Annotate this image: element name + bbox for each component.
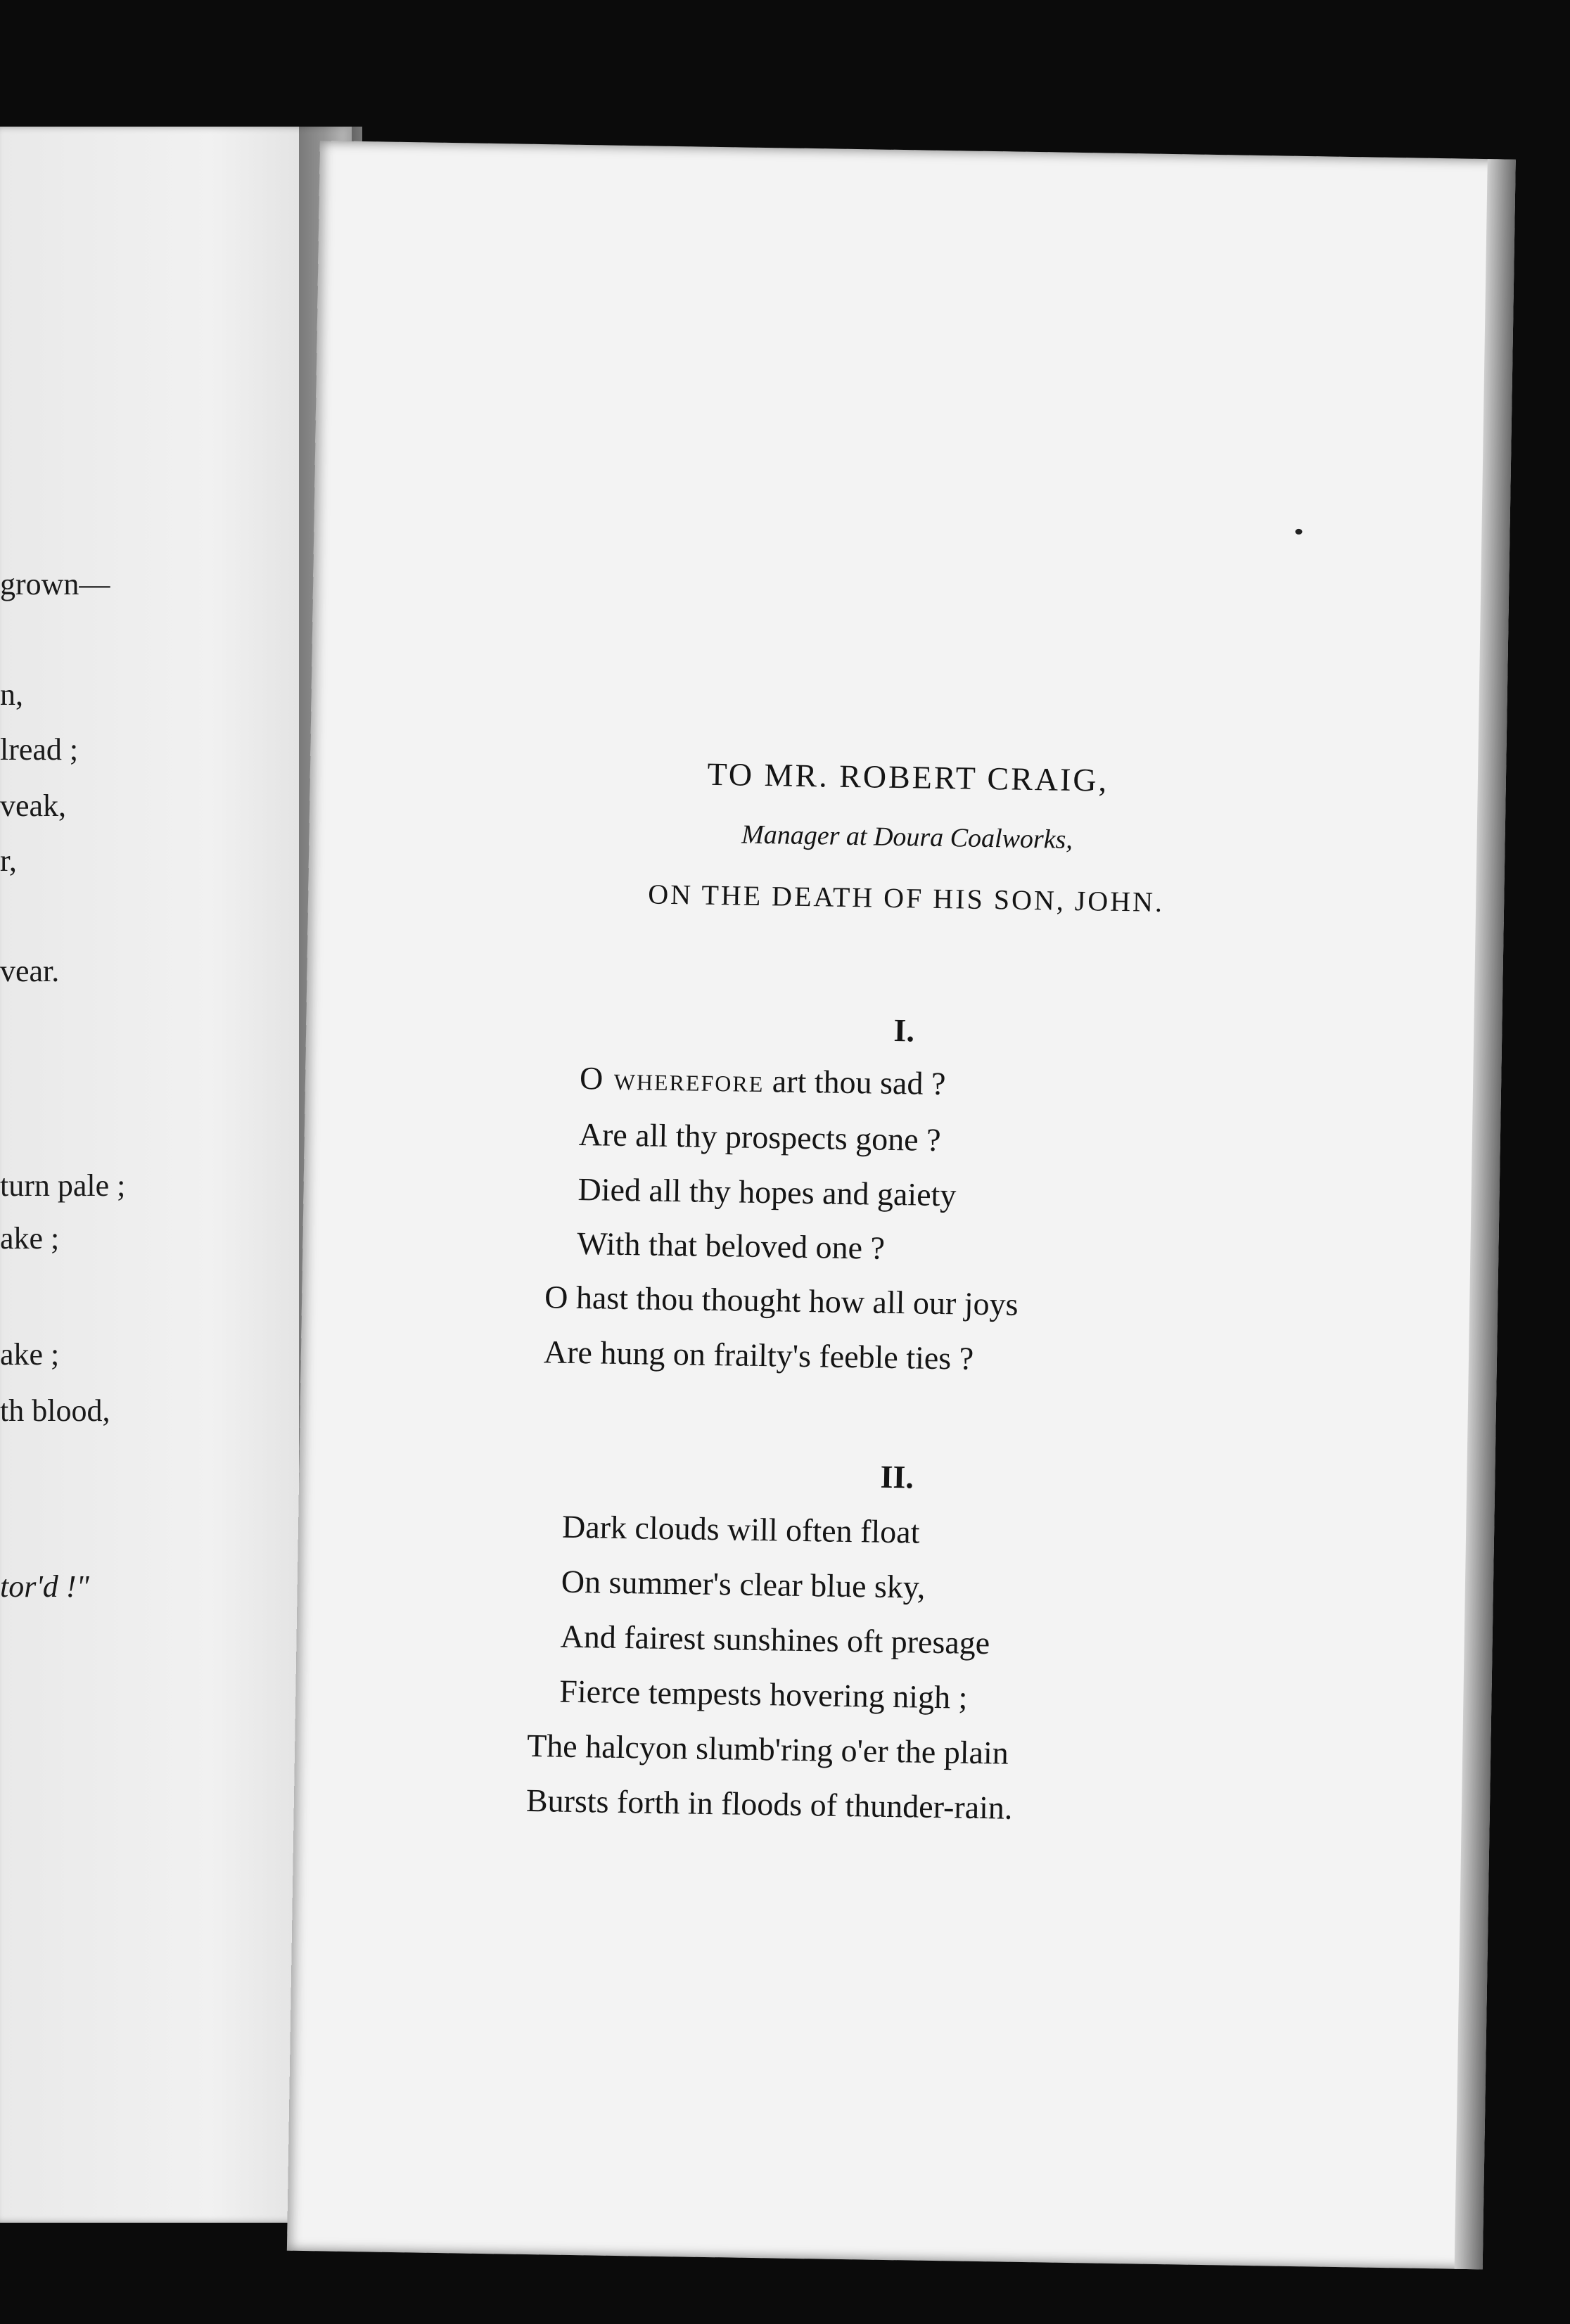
- verse-line: With that beloved one ?: [577, 1225, 886, 1266]
- left-line: r,: [0, 843, 17, 878]
- ink-speck: [1295, 529, 1302, 535]
- verse-line-rest: art thou sad ?: [763, 1063, 946, 1102]
- left-line: turn pale ;: [0, 1168, 126, 1203]
- left-line: tor'd !": [0, 1569, 89, 1604]
- verse-first-word: O wherefore: [579, 1059, 765, 1099]
- left-line: lread ;: [0, 732, 79, 767]
- verse-line: And fairest sunshines oft presage: [560, 1618, 990, 1661]
- right-page: [287, 141, 1516, 2269]
- left-line: ake ;: [0, 1337, 60, 1372]
- left-line: th blood,: [0, 1393, 110, 1428]
- stanza-numeral: II.: [880, 1458, 914, 1495]
- poem-occasion: ON THE DEATH OF HIS SON, JOHN.: [648, 878, 1165, 918]
- poem-title: TO MR. ROBERT CRAIG,: [707, 755, 1109, 798]
- verse-line: On summer's clear blue sky,: [561, 1563, 926, 1605]
- left-line: grown—: [0, 567, 110, 601]
- verse-line: O hast thou thought how all our joys: [544, 1279, 1019, 1322]
- left-line: vear.: [0, 954, 60, 988]
- verse-line: Are hung on frailty's feeble ties ?: [543, 1334, 974, 1377]
- verse-line: Dark clouds will often float: [561, 1508, 920, 1550]
- stanza-numeral: I.: [893, 1011, 915, 1049]
- verse-line: Bursts forth in floods of thunder-rain.: [525, 1782, 1013, 1826]
- verse-line: [580, 1059, 946, 1102]
- page-edge: [1455, 159, 1516, 2269]
- poem-subtitle: Manager at Doura Coalworks,: [741, 819, 1073, 855]
- verse-line: Are all thy prospects gone ?: [578, 1116, 941, 1158]
- verse-line: Fierce tempests hovering nigh ;: [559, 1673, 968, 1716]
- verse-line: The halcyon slumb'ring o'er the plain: [526, 1727, 1009, 1771]
- verse-line: Died all thy hopes and gaiety: [577, 1170, 957, 1213]
- left-line: n,: [0, 677, 23, 712]
- left-line: ake ;: [0, 1221, 60, 1256]
- left-line: veak,: [0, 788, 67, 823]
